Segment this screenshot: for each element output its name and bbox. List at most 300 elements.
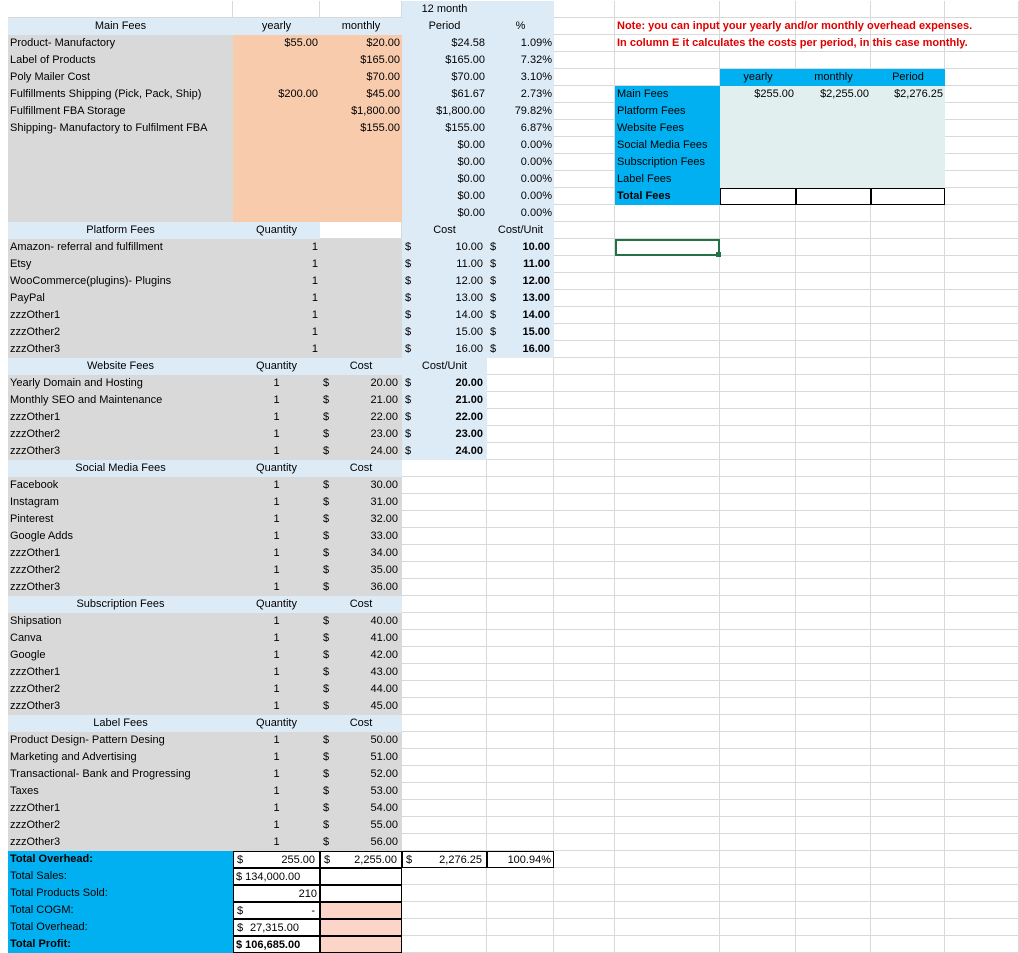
platform-fee-unit[interactable] bbox=[487, 273, 554, 290]
empty-cell[interactable] bbox=[945, 579, 1019, 596]
empty-cell[interactable] bbox=[796, 664, 871, 681]
empty-cell[interactable] bbox=[796, 392, 871, 409]
empty-cell[interactable] bbox=[487, 579, 554, 596]
empty-cell[interactable] bbox=[945, 392, 1019, 409]
summary-monthly[interactable] bbox=[796, 171, 871, 188]
main-fee-monthly[interactable] bbox=[320, 171, 402, 188]
label-fee-qty[interactable]: 1 bbox=[233, 783, 320, 800]
label-fee-label[interactable]: zzzOther2 bbox=[8, 817, 233, 834]
summary-period[interactable] bbox=[871, 171, 945, 188]
social-media-fee-qty[interactable]: 1 bbox=[233, 528, 320, 545]
social-media-fee-qty[interactable]: 1 bbox=[233, 562, 320, 579]
summary-period-header[interactable]: Period bbox=[871, 69, 945, 86]
subscription-fee-cost[interactable] bbox=[320, 647, 402, 664]
empty-cell[interactable] bbox=[945, 596, 1019, 613]
empty-cell[interactable] bbox=[554, 307, 615, 324]
website-fee-cost[interactable] bbox=[320, 443, 402, 460]
empty-cell[interactable] bbox=[871, 375, 945, 392]
platform-fee-label[interactable]: PayPal bbox=[8, 290, 233, 307]
main-fee-yearly[interactable] bbox=[233, 120, 320, 137]
empty-cell[interactable] bbox=[720, 562, 796, 579]
empty-cell[interactable] bbox=[720, 749, 796, 766]
empty-cell[interactable] bbox=[487, 511, 554, 528]
main-fee-monthly[interactable]: $70.00 bbox=[320, 69, 402, 86]
empty-cell[interactable] bbox=[796, 902, 871, 919]
note-line-1[interactable]: Note: you can input your yearly and/or monthly overhead expenses. bbox=[617, 20, 973, 32]
empty-cell[interactable] bbox=[615, 800, 720, 817]
empty-cell[interactable] bbox=[554, 52, 615, 69]
empty-cell[interactable] bbox=[871, 494, 945, 511]
empty-cell[interactable] bbox=[554, 834, 615, 851]
empty-cell[interactable] bbox=[945, 375, 1019, 392]
empty-cell[interactable] bbox=[554, 35, 615, 52]
subscription-fee-cost[interactable] bbox=[320, 630, 402, 647]
main-fee-yearly[interactable] bbox=[233, 103, 320, 120]
platform-fee-label[interactable]: Amazon- referral and fulfillment bbox=[8, 239, 233, 256]
subscription-fee-label[interactable]: Shipsation bbox=[8, 613, 233, 630]
empty-cell[interactable] bbox=[796, 613, 871, 630]
empty-cell[interactable] bbox=[554, 205, 615, 222]
main-fee-label[interactable] bbox=[8, 188, 233, 205]
empty-cell[interactable] bbox=[945, 120, 1019, 137]
empty-cell[interactable] bbox=[554, 341, 615, 358]
empty-cell[interactable] bbox=[554, 528, 615, 545]
quantity-header[interactable]: Quantity bbox=[233, 460, 320, 477]
total-products-value[interactable]: 210 bbox=[233, 885, 320, 902]
empty-cell[interactable] bbox=[796, 681, 871, 698]
website-fee-unit[interactable] bbox=[402, 392, 487, 409]
website-fee-qty[interactable]: 1 bbox=[233, 392, 320, 409]
empty-cell[interactable] bbox=[554, 545, 615, 562]
empty-cell[interactable] bbox=[554, 494, 615, 511]
summary-row-label[interactable]: Label Fees bbox=[615, 171, 720, 188]
main-fee-period[interactable]: $165.00 bbox=[402, 52, 487, 69]
empty-cell[interactable] bbox=[871, 613, 945, 630]
main-fee-monthly[interactable]: $1,800.00 bbox=[320, 103, 402, 120]
period-top-header[interactable]: 12 month bbox=[402, 1, 487, 18]
empty-cell[interactable] bbox=[796, 239, 871, 256]
empty-cell[interactable] bbox=[554, 239, 615, 256]
social-media-fee-label[interactable]: Facebook bbox=[8, 477, 233, 494]
selected-cell[interactable] bbox=[615, 239, 720, 256]
label-fee-label[interactable]: Marketing and Advertising bbox=[8, 749, 233, 766]
empty-cell[interactable] bbox=[402, 715, 487, 732]
empty-cell[interactable] bbox=[945, 205, 1019, 222]
label-fee-cost[interactable] bbox=[320, 766, 402, 783]
empty-cell[interactable] bbox=[615, 732, 720, 749]
empty-cell[interactable] bbox=[554, 596, 615, 613]
empty-cell[interactable] bbox=[554, 868, 615, 885]
empty-cell[interactable] bbox=[945, 783, 1019, 800]
social-media-fee-qty[interactable]: 1 bbox=[233, 545, 320, 562]
subscription-fee-cost[interactable] bbox=[320, 613, 402, 630]
empty-cell[interactable] bbox=[554, 222, 615, 239]
empty-cell[interactable] bbox=[796, 375, 871, 392]
empty-cell[interactable] bbox=[615, 307, 720, 324]
main-fee-monthly[interactable] bbox=[320, 188, 402, 205]
platform-fee-qty[interactable]: 1 bbox=[233, 256, 320, 273]
empty-cell[interactable] bbox=[487, 409, 554, 426]
empty-cell[interactable] bbox=[871, 817, 945, 834]
platform-fee-label[interactable]: Etsy bbox=[8, 256, 233, 273]
empty-cell[interactable] bbox=[487, 817, 554, 834]
empty-cell[interactable] bbox=[615, 443, 720, 460]
summary-row-label[interactable]: Subscription Fees bbox=[615, 154, 720, 171]
empty-cell[interactable] bbox=[554, 681, 615, 698]
yearly-header[interactable]: yearly bbox=[233, 18, 320, 35]
label-fee-label[interactable]: Transactional- Bank and Progressing bbox=[8, 766, 233, 783]
empty-cell[interactable] bbox=[871, 358, 945, 375]
empty-cell[interactable] bbox=[945, 69, 1019, 86]
empty-cell[interactable] bbox=[487, 732, 554, 749]
label-fee-label[interactable]: Product Design- Pattern Desing bbox=[8, 732, 233, 749]
empty-cell[interactable] bbox=[487, 698, 554, 715]
empty-cell[interactable] bbox=[720, 613, 796, 630]
label-fee-qty[interactable]: 1 bbox=[233, 749, 320, 766]
empty-cell[interactable] bbox=[720, 273, 796, 290]
empty-cell[interactable] bbox=[554, 86, 615, 103]
empty-cell[interactable] bbox=[487, 494, 554, 511]
platform-fee-label[interactable]: zzzOther1 bbox=[8, 307, 233, 324]
label-fee-label[interactable]: Taxes bbox=[8, 783, 233, 800]
empty-cell[interactable] bbox=[720, 477, 796, 494]
main-fee-yearly[interactable] bbox=[233, 52, 320, 69]
main-fee-monthly[interactable] bbox=[320, 205, 402, 222]
empty-cell[interactable] bbox=[945, 715, 1019, 732]
subscription-fee-qty[interactable]: 1 bbox=[233, 647, 320, 664]
empty-cell[interactable] bbox=[554, 783, 615, 800]
empty-cell[interactable] bbox=[402, 613, 487, 630]
main-fee-pct[interactable]: 3.10% bbox=[487, 69, 554, 86]
total-overhead-label[interactable]: Total Overhead: bbox=[8, 851, 233, 868]
empty-cell[interactable] bbox=[945, 732, 1019, 749]
main-fee-pct[interactable]: 0.00% bbox=[487, 188, 554, 205]
social-media-fee-label[interactable]: Google Adds bbox=[8, 528, 233, 545]
empty-cell[interactable] bbox=[554, 69, 615, 86]
summary-monthly[interactable] bbox=[796, 188, 871, 205]
platform-fee-qty[interactable]: 1 bbox=[233, 273, 320, 290]
empty-cell[interactable] bbox=[871, 698, 945, 715]
social-media-fee-cost[interactable] bbox=[320, 511, 402, 528]
empty-cell[interactable] bbox=[720, 800, 796, 817]
empty-cell[interactable] bbox=[487, 800, 554, 817]
total-cogm-value[interactable] bbox=[233, 902, 320, 919]
empty-cell[interactable] bbox=[796, 783, 871, 800]
empty-cell[interactable] bbox=[720, 290, 796, 307]
empty-cell[interactable] bbox=[402, 545, 487, 562]
empty-cell[interactable] bbox=[796, 528, 871, 545]
empty-cell[interactable] bbox=[615, 460, 720, 477]
main-fee-label[interactable] bbox=[8, 205, 233, 222]
fill-handle[interactable] bbox=[716, 252, 721, 257]
cost-header[interactable]: Cost bbox=[320, 596, 402, 613]
social-media-fee-label[interactable]: zzzOther3 bbox=[8, 579, 233, 596]
main-fee-period[interactable]: $0.00 bbox=[402, 137, 487, 154]
platform-fee-unit[interactable] bbox=[487, 239, 554, 256]
subscription-fee-qty[interactable]: 1 bbox=[233, 698, 320, 715]
website-fee-unit[interactable] bbox=[402, 409, 487, 426]
platform-fee-unit[interactable] bbox=[487, 307, 554, 324]
empty-cell[interactable] bbox=[487, 613, 554, 630]
platform-fee-qty[interactable]: 1 bbox=[233, 290, 320, 307]
empty-cell[interactable] bbox=[796, 766, 871, 783]
social-media-fee-cost[interactable] bbox=[320, 528, 402, 545]
platform-fee-cost[interactable] bbox=[402, 239, 487, 256]
empty-cell[interactable] bbox=[402, 460, 487, 477]
empty-cell[interactable] bbox=[720, 715, 796, 732]
subscription-fee-cost[interactable] bbox=[320, 681, 402, 698]
empty-cell[interactable] bbox=[554, 188, 615, 205]
empty-cell[interactable] bbox=[615, 494, 720, 511]
empty-cell[interactable] bbox=[615, 392, 720, 409]
social-media-fee-qty[interactable]: 1 bbox=[233, 511, 320, 528]
empty-cell[interactable] bbox=[871, 783, 945, 800]
empty-cell[interactable] bbox=[871, 630, 945, 647]
empty-cell[interactable] bbox=[554, 273, 615, 290]
empty-cell[interactable] bbox=[615, 324, 720, 341]
total-overhead-period[interactable] bbox=[402, 851, 487, 868]
main-fee-period[interactable]: $0.00 bbox=[402, 188, 487, 205]
empty-cell[interactable] bbox=[554, 919, 615, 936]
empty-cell[interactable] bbox=[554, 613, 615, 630]
platform-fee-blank[interactable] bbox=[320, 307, 402, 324]
subscription-fee-label[interactable]: Canva bbox=[8, 630, 233, 647]
platform-fee-qty[interactable]: 1 bbox=[233, 324, 320, 341]
empty-cell[interactable] bbox=[554, 936, 615, 953]
empty-cell[interactable] bbox=[615, 1, 720, 18]
summary-yearly[interactable] bbox=[720, 120, 796, 137]
empty-cell[interactable] bbox=[720, 426, 796, 443]
cost-unit-header[interactable]: Cost/Unit bbox=[487, 222, 554, 239]
platform-fee-cost[interactable] bbox=[402, 290, 487, 307]
empty-cell[interactable] bbox=[871, 511, 945, 528]
monthly-header[interactable]: monthly bbox=[320, 18, 402, 35]
empty-cell[interactable] bbox=[615, 681, 720, 698]
empty-cell[interactable] bbox=[945, 749, 1019, 766]
empty-cell[interactable] bbox=[615, 477, 720, 494]
empty-cell[interactable] bbox=[615, 613, 720, 630]
platform-fee-label[interactable]: WooCommerce(plugins)- Plugins bbox=[8, 273, 233, 290]
empty-cell[interactable] bbox=[720, 766, 796, 783]
empty-cell[interactable] bbox=[402, 528, 487, 545]
empty-cell[interactable] bbox=[720, 681, 796, 698]
empty-cell[interactable] bbox=[615, 528, 720, 545]
empty-cell[interactable] bbox=[796, 341, 871, 358]
empty-cell[interactable] bbox=[554, 698, 615, 715]
empty-cell[interactable] bbox=[554, 137, 615, 154]
empty-cell[interactable] bbox=[945, 273, 1019, 290]
main-fee-period[interactable]: $0.00 bbox=[402, 205, 487, 222]
empty-cell[interactable] bbox=[945, 528, 1019, 545]
summary-yearly[interactable] bbox=[720, 137, 796, 154]
empty-cell[interactable] bbox=[945, 766, 1019, 783]
empty-cell[interactable] bbox=[796, 256, 871, 273]
empty-cell[interactable] bbox=[945, 902, 1019, 919]
empty-cell[interactable] bbox=[945, 681, 1019, 698]
subscription-fee-qty[interactable]: 1 bbox=[233, 630, 320, 647]
empty-cell[interactable] bbox=[554, 154, 615, 171]
empty-cell[interactable] bbox=[796, 851, 871, 868]
empty-cell[interactable] bbox=[402, 596, 487, 613]
empty-cell[interactable] bbox=[615, 579, 720, 596]
empty-cell[interactable] bbox=[945, 460, 1019, 477]
main-fee-yearly[interactable]: $55.00 bbox=[233, 35, 320, 52]
empty-cell[interactable] bbox=[871, 766, 945, 783]
empty-cell[interactable] bbox=[554, 443, 615, 460]
empty-cell[interactable] bbox=[402, 936, 487, 953]
empty-cell[interactable] bbox=[796, 749, 871, 766]
empty-cell[interactable] bbox=[945, 137, 1019, 154]
empty-cell[interactable] bbox=[720, 52, 796, 69]
empty-cell[interactable] bbox=[945, 290, 1019, 307]
website-fee-qty[interactable]: 1 bbox=[233, 443, 320, 460]
main-fee-yearly[interactable] bbox=[233, 154, 320, 171]
website-fee-unit[interactable] bbox=[402, 443, 487, 460]
empty-cell[interactable] bbox=[720, 936, 796, 953]
empty-cell[interactable] bbox=[402, 681, 487, 698]
empty-cell[interactable] bbox=[871, 426, 945, 443]
main-fee-pct[interactable]: 0.00% bbox=[487, 205, 554, 222]
main-fee-pct[interactable]: 0.00% bbox=[487, 137, 554, 154]
empty-cell[interactable] bbox=[796, 409, 871, 426]
empty-cell[interactable] bbox=[945, 800, 1019, 817]
total-sales-blank[interactable] bbox=[320, 868, 402, 885]
empty-cell[interactable] bbox=[615, 902, 720, 919]
summary-period[interactable] bbox=[871, 103, 945, 120]
empty-cell[interactable] bbox=[945, 834, 1019, 851]
platform-fee-unit[interactable] bbox=[487, 324, 554, 341]
platform-fee-blank[interactable] bbox=[320, 273, 402, 290]
empty-cell[interactable] bbox=[615, 868, 720, 885]
label-fee-cost[interactable] bbox=[320, 783, 402, 800]
empty-cell[interactable] bbox=[554, 851, 615, 868]
cost-header[interactable]: Cost bbox=[320, 358, 402, 375]
main-fee-period[interactable]: $24.58 bbox=[402, 35, 487, 52]
social-media-fee-qty[interactable]: 1 bbox=[233, 494, 320, 511]
empty-cell[interactable] bbox=[320, 1, 402, 18]
empty-cell[interactable] bbox=[796, 698, 871, 715]
empty-cell[interactable] bbox=[871, 545, 945, 562]
platform-fee-unit[interactable] bbox=[487, 341, 554, 358]
empty-cell[interactable] bbox=[487, 681, 554, 698]
empty-cell[interactable] bbox=[796, 596, 871, 613]
empty-cell[interactable] bbox=[487, 596, 554, 613]
empty-cell[interactable] bbox=[720, 545, 796, 562]
subscription-fee-label[interactable]: zzzOther3 bbox=[8, 698, 233, 715]
website-fee-cost[interactable] bbox=[320, 409, 402, 426]
main-fee-monthly[interactable] bbox=[320, 137, 402, 154]
empty-cell[interactable] bbox=[554, 375, 615, 392]
website-fee-qty[interactable]: 1 bbox=[233, 409, 320, 426]
cost-header[interactable]: Cost bbox=[320, 460, 402, 477]
empty-cell[interactable] bbox=[796, 460, 871, 477]
empty-cell[interactable] bbox=[233, 1, 320, 18]
empty-cell[interactable] bbox=[720, 460, 796, 477]
empty-cell[interactable] bbox=[871, 205, 945, 222]
empty-cell[interactable] bbox=[615, 358, 720, 375]
platform-fee-qty[interactable]: 1 bbox=[233, 239, 320, 256]
empty-cell[interactable] bbox=[720, 205, 796, 222]
empty-cell[interactable] bbox=[554, 256, 615, 273]
empty-cell[interactable] bbox=[720, 375, 796, 392]
website-fee-cost[interactable] bbox=[320, 426, 402, 443]
label-fee-cost[interactable] bbox=[320, 732, 402, 749]
empty-cell[interactable] bbox=[945, 936, 1019, 953]
empty-cell[interactable] bbox=[945, 103, 1019, 120]
empty-cell[interactable] bbox=[554, 766, 615, 783]
empty-cell[interactable] bbox=[796, 919, 871, 936]
empty-cell[interactable] bbox=[796, 885, 871, 902]
total-profit-label[interactable]: Total Profit: bbox=[8, 936, 233, 953]
summary-row-label[interactable]: Platform Fees bbox=[615, 103, 720, 120]
empty-cell[interactable] bbox=[796, 307, 871, 324]
empty-cell[interactable] bbox=[402, 885, 487, 902]
main-fees-header[interactable]: Main Fees bbox=[8, 18, 233, 35]
platform-fee-cost[interactable] bbox=[402, 273, 487, 290]
empty-cell[interactable] bbox=[720, 834, 796, 851]
empty-cell[interactable] bbox=[796, 426, 871, 443]
empty-cell[interactable] bbox=[871, 1, 945, 18]
empty-cell[interactable] bbox=[554, 1, 615, 18]
empty-cell[interactable] bbox=[615, 375, 720, 392]
total-profit-blank[interactable] bbox=[320, 936, 402, 953]
summary-period[interactable] bbox=[871, 154, 945, 171]
empty-cell[interactable] bbox=[796, 477, 871, 494]
empty-cell[interactable] bbox=[796, 1, 871, 18]
empty-cell[interactable] bbox=[720, 579, 796, 596]
empty-cell[interactable] bbox=[796, 545, 871, 562]
website-fee-label[interactable]: zzzOther1 bbox=[8, 409, 233, 426]
subscription-fee-qty[interactable]: 1 bbox=[233, 681, 320, 698]
social-media-fee-cost[interactable] bbox=[320, 579, 402, 596]
empty-cell[interactable] bbox=[487, 630, 554, 647]
empty-cell[interactable] bbox=[796, 562, 871, 579]
empty-cell[interactable] bbox=[8, 1, 233, 18]
empty-cell[interactable] bbox=[615, 511, 720, 528]
empty-cell[interactable] bbox=[402, 800, 487, 817]
empty-cell[interactable] bbox=[871, 341, 945, 358]
empty-cell[interactable] bbox=[615, 766, 720, 783]
empty-cell[interactable] bbox=[720, 783, 796, 800]
empty-cell[interactable] bbox=[720, 256, 796, 273]
empty-cell[interactable] bbox=[720, 596, 796, 613]
total-products-blank[interactable] bbox=[320, 885, 402, 902]
empty-cell[interactable] bbox=[487, 460, 554, 477]
website-fee-cost[interactable] bbox=[320, 375, 402, 392]
empty-cell[interactable] bbox=[554, 664, 615, 681]
empty-cell[interactable] bbox=[945, 443, 1019, 460]
empty-cell[interactable] bbox=[487, 885, 554, 902]
empty-cell[interactable] bbox=[554, 477, 615, 494]
social-media-fee-qty[interactable]: 1 bbox=[233, 477, 320, 494]
empty-cell[interactable] bbox=[871, 392, 945, 409]
note-line-2[interactable]: In column E it calculates the costs per period, in this case monthly. bbox=[617, 37, 968, 49]
empty-cell[interactable] bbox=[871, 800, 945, 817]
empty-cell[interactable] bbox=[796, 358, 871, 375]
empty-cell[interactable] bbox=[615, 52, 720, 69]
empty-cell[interactable] bbox=[945, 222, 1019, 239]
empty-cell[interactable] bbox=[945, 885, 1019, 902]
platform-fee-unit[interactable] bbox=[487, 256, 554, 273]
label-fee-qty[interactable]: 1 bbox=[233, 800, 320, 817]
empty-cell[interactable] bbox=[487, 443, 554, 460]
empty-cell[interactable] bbox=[487, 375, 554, 392]
empty-cell[interactable] bbox=[945, 868, 1019, 885]
empty-cell[interactable] bbox=[720, 511, 796, 528]
empty-cell[interactable] bbox=[487, 477, 554, 494]
website-fee-unit[interactable] bbox=[402, 426, 487, 443]
empty-cell[interactable] bbox=[615, 273, 720, 290]
